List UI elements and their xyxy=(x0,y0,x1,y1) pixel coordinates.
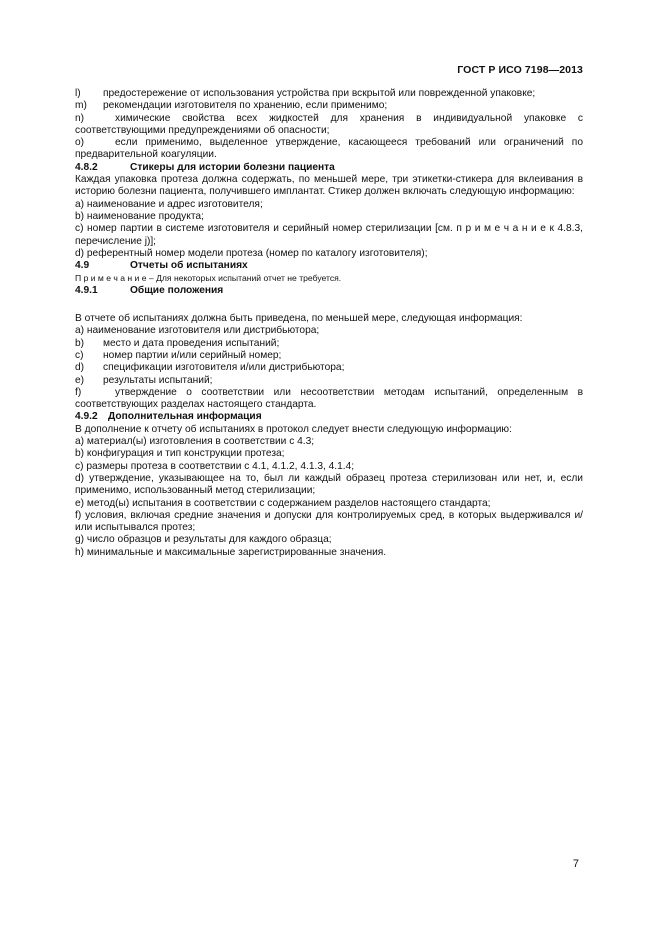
document-code: ГОСТ Р ИСО 7198—2013 xyxy=(457,64,583,76)
list-item: a) наименование и адрес изготовителя; xyxy=(75,198,263,210)
paragraph: В отчете об испытаниях должна быть приведена, по меньшей мере, следующая информация: xyxy=(75,313,523,325)
list-item: f) условия, включая средние значения и допуски для контролируемых сред, в которых выдерживался и/или испытывался протез; xyxy=(75,509,583,534)
list-item: g) число образцов и результаты для каждого образца; xyxy=(75,534,332,546)
list-item: e) результаты испытаний; xyxy=(75,374,213,386)
list-item: c) номер партии и/или серийный номер; xyxy=(75,349,282,361)
note: П р и м е ч а н и е – Для некоторых испытаний отчет не требуется. xyxy=(75,273,342,284)
list-item: a) материал(ы) изготовления в соответствии с 4.3; xyxy=(75,436,315,448)
list-item: f) утверждение о соответствии или несоответствии методам испытаний, определенным в соответствующих разделах настоящего стандарта. xyxy=(75,386,583,411)
list-item: d) утверждение, указывающее на то, был ли каждый образец протеза стерилизован или нет, и, если применимо, использованный метод стерилизации; xyxy=(75,472,583,497)
list-item: o) если применимо, выделенное утверждение, касающееся требований или ограничений по предварительной коагуляции. xyxy=(75,137,583,161)
section-heading-4-9: 4.9 Отчеты об испытаниях xyxy=(75,260,248,272)
list-item: h) минимальные и максимальные зарегистрированные значения. xyxy=(75,546,387,558)
paragraph: Каждая упаковка протеза должна содержать, по меньшей мере, три этикетки-стикера для вклеивания в историю болезни пациента, получившего имплантат. Стикер должен включать следующую информацию: xyxy=(75,174,583,198)
document-body xyxy=(75,88,583,559)
list-item: c) размеры протеза в соответствии с 4.1, 4.1.2, 4.1.3, 4.1.4; xyxy=(75,460,355,472)
list-item: b) конфигурация и тип конструкции протеза; xyxy=(75,448,285,460)
paragraph: В дополнение к отчету об испытаниях в протокол следует внести следующую информацию: xyxy=(75,423,512,435)
list-item: d) спецификации изготовителя и/или дистрибьютора; xyxy=(75,362,345,374)
section-heading-4-9-2: 4.9.2 Дополнительная информация xyxy=(75,411,262,423)
page-number: 7 xyxy=(572,858,579,870)
list-item: c) номер партии в системе изготовителя и серийный номер стерилизации [см. п р и м е ч а н и е к 4.8.3, перечисление j)]; xyxy=(75,223,583,247)
list-item: l) предостережение от использования устройства при вскрытой или поврежденной упаковке; xyxy=(75,88,536,99)
list-item: e) метод(ы) испытания в соответствии с содержанием разделов настоящего стандарта; xyxy=(75,497,491,509)
section-heading-4-9-1: 4.9.1 Общие положения xyxy=(75,284,224,296)
list-item: b) место и дата проведения испытаний; xyxy=(75,337,280,349)
list-item: m) рекомендации изготовителя по хранению, если применимо; xyxy=(75,100,388,112)
list-item: n) химические свойства всех жидкостей для хранения в индивидуальной упаковке с соответствующими предупреждениями об опасности; xyxy=(75,112,583,136)
list-item: a) наименование изготовителя или дистрибьютора; xyxy=(75,325,320,337)
list-item: d) референтный номер модели протеза (номер по каталогу изготовителя); xyxy=(75,247,428,259)
section-heading-4-8-2: 4.8.2 Стикеры для истории болезни пациента xyxy=(75,161,335,173)
list-item: b) наименование продукта; xyxy=(75,210,204,222)
